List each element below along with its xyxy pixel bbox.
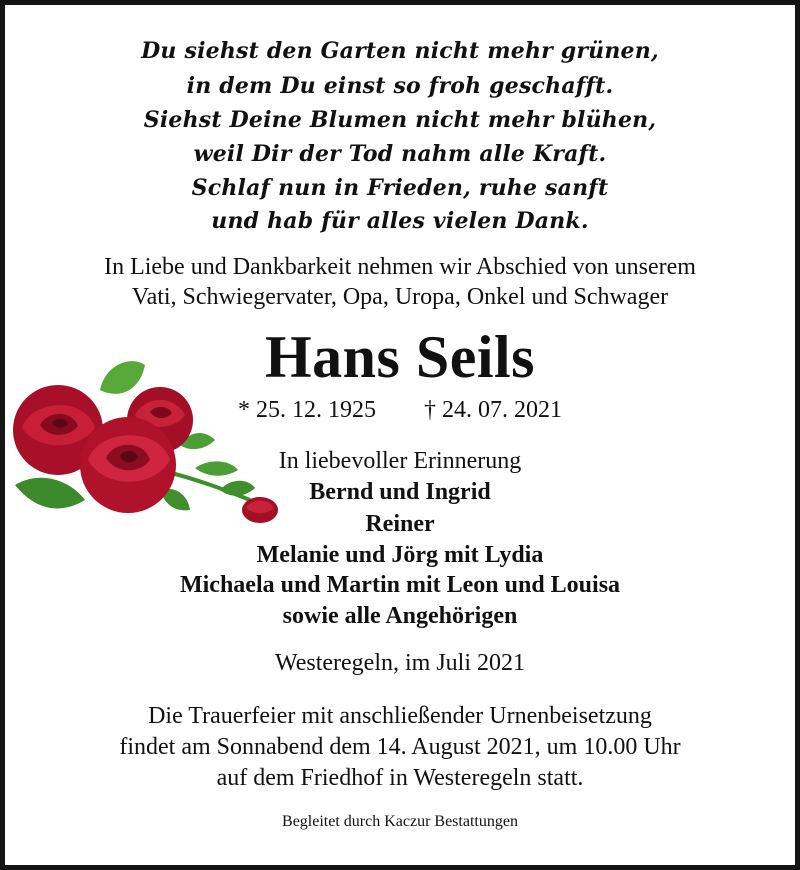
mourner-name: Melanie und Jörg mit Lydia — [256, 542, 544, 568]
life-dates — [5, 397, 795, 424]
mourner-name: Reiner — [365, 511, 435, 537]
mourner-name: Bernd und Ingrid — [309, 479, 491, 505]
poem-line: Du siehst den Garten nicht mehr grünen, — [141, 38, 659, 64]
poem-line: Siehst Deine Blumen nicht mehr blühen, — [143, 107, 657, 133]
poem-line: weil Dir der Tod nahm alle Kraft. — [193, 141, 607, 167]
mourner-name: sowie alle Angehörigen — [282, 603, 518, 629]
poem-line: in dem Du einst so froh geschafft. — [186, 73, 614, 99]
funeral-line: Die Trauerfeier mit anschließender Urnenbeisetzung — [148, 703, 652, 729]
intro-line: In Liebe und Dankbarkeit nehmen wir Abschied von unserem — [104, 254, 696, 280]
place-and-date: Westeregeln, im Juli 2021 — [274, 650, 526, 676]
intro-line: Vati, Schwiegervater, Opa, Uropa, Onkel und Schwager — [131, 284, 669, 310]
birth-date: * 25. 12. 1925 — [238, 397, 376, 423]
poem-line: Schlaf nun in Frieden, ruhe sanft — [191, 175, 609, 201]
undertaker-credit: Begleitet durch Kaczur Bestattungen — [282, 813, 518, 830]
funeral-line: auf dem Friedhof in Westeregeln statt. — [216, 765, 584, 791]
poem-line: und hab für alles vielen Dank. — [211, 208, 589, 234]
death-date: † 24. 07. 2021 — [424, 397, 562, 423]
deceased-name: Hans Seils — [264, 324, 536, 390]
funeral-line: findet am Sonnabend dem 14. August 2021, um 10.00 Uhr — [119, 734, 681, 760]
mourners-heading: In liebevoller Erinnerung — [278, 448, 522, 474]
mourner-name: Michaela und Martin mit Leon und Louisa — [179, 572, 621, 598]
